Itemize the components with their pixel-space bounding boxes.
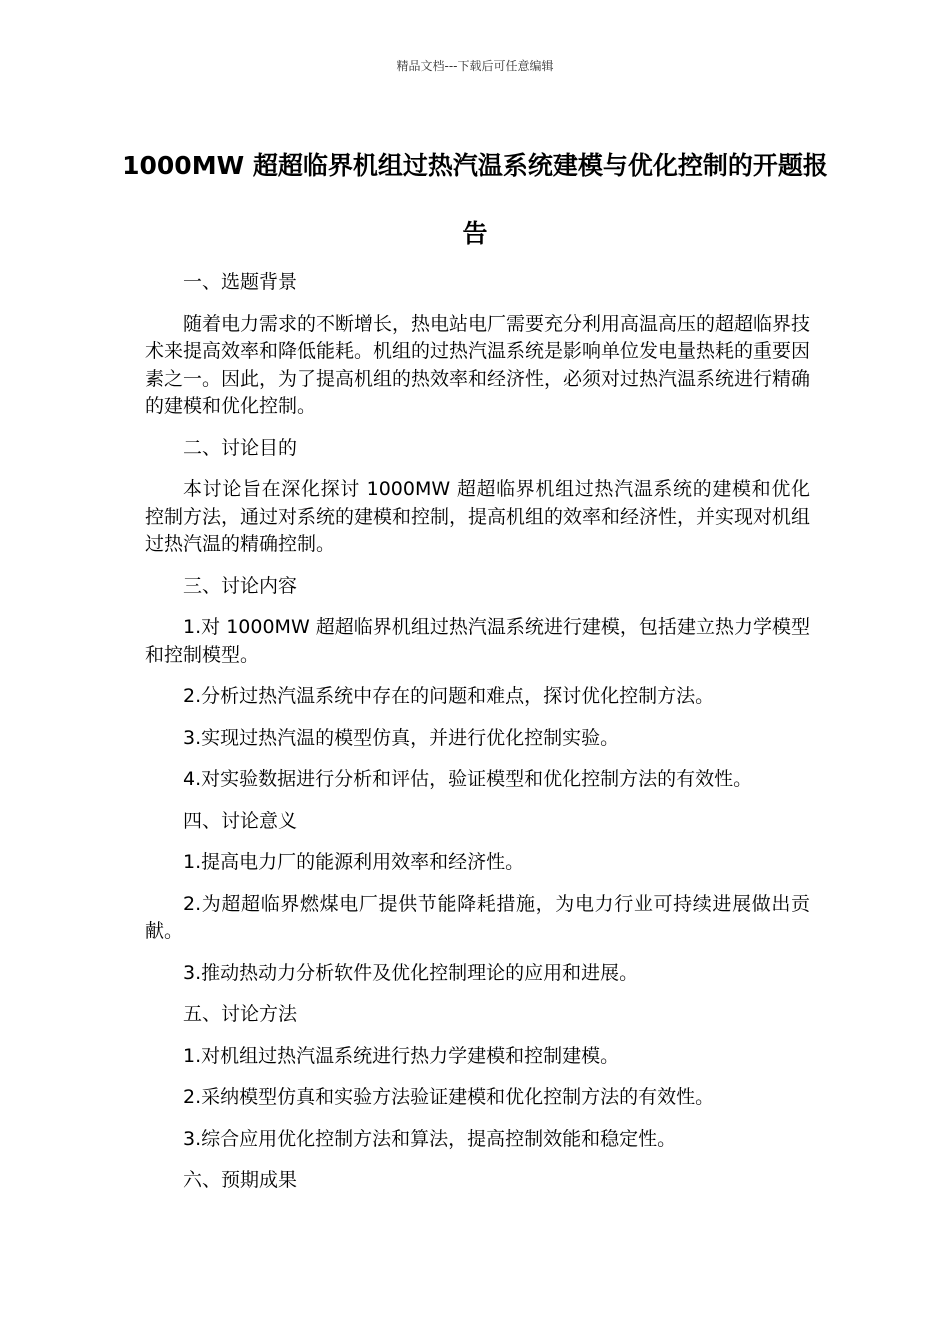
list-item: 4.对实验数据进行分析和评估，验证模型和优化控制方法的有效性。 xyxy=(183,768,753,790)
section-heading: 一、选题背景 xyxy=(183,271,298,293)
list-item: 2.分析过热汽温系统中存在的问题和难点，探讨优化控制方法。 xyxy=(183,685,715,707)
section-heading: 三、讨论内容 xyxy=(183,574,298,597)
document-title: 1000MW 超超临界机组过热汽温系统建模与优化控制的开题报告 xyxy=(122,151,828,248)
list-item: 2.采纳模型仿真和实验方法验证建模和优化控制方法的有效性。 xyxy=(183,1086,715,1108)
section-heading: 六、预期成果 xyxy=(183,1169,298,1191)
list-item: 3.实现过热汽温的模型仿真，并进行优化控制实验。 xyxy=(183,726,620,749)
list-item: 3.综合应用优化控制方法和算法，提高控制效能和稳定性。 xyxy=(183,1127,677,1150)
list-item: 3.推动热动力分析软件及优化控制理论的应用和进展。 xyxy=(183,961,639,984)
section-heading: 二、讨论目的 xyxy=(183,436,298,459)
section-heading: 五、讨论方法 xyxy=(183,1003,298,1025)
paragraph: 随着电力需求的不断增长，热电站电厂需要充分利用高温高压的超超临界技术来提高效率和降低能耗。机组的过热汽温系统是影响单位发电量热耗的重要因素之一。因此，为了提高机组的热效率和经济性，必须对过热汽温系统进行精确的建模和优化控制。 xyxy=(145,312,811,417)
paragraph: 本讨论旨在深化探讨 1000MW 超超临界机组过热汽温系统的建模和优化控制方法，通过对系统的建模和控制，提高机组的效率和经济性，并实现对机组过热汽温的精确控制。 xyxy=(145,478,811,555)
list-item: 1.对机组过热汽温系统进行热力学建模和控制建模。 xyxy=(183,1044,620,1067)
list-item: 2.为超超临界燃煤电厂提供节能降耗措施，为电力行业可持续进展做出贡献。 xyxy=(145,892,810,942)
section-heading: 四、讨论意义 xyxy=(183,809,298,832)
document-body xyxy=(145,269,810,1209)
list-item: 1.提高电力厂的能源利用效率和经济性。 xyxy=(183,851,525,873)
list-item: 1.对 1000MW 超超临界机组过热汽温系统进行建模，包括建立热力学模型和控制模型。 xyxy=(145,616,810,666)
page-header: 精品文档---下载后可任意编辑 xyxy=(396,59,554,73)
